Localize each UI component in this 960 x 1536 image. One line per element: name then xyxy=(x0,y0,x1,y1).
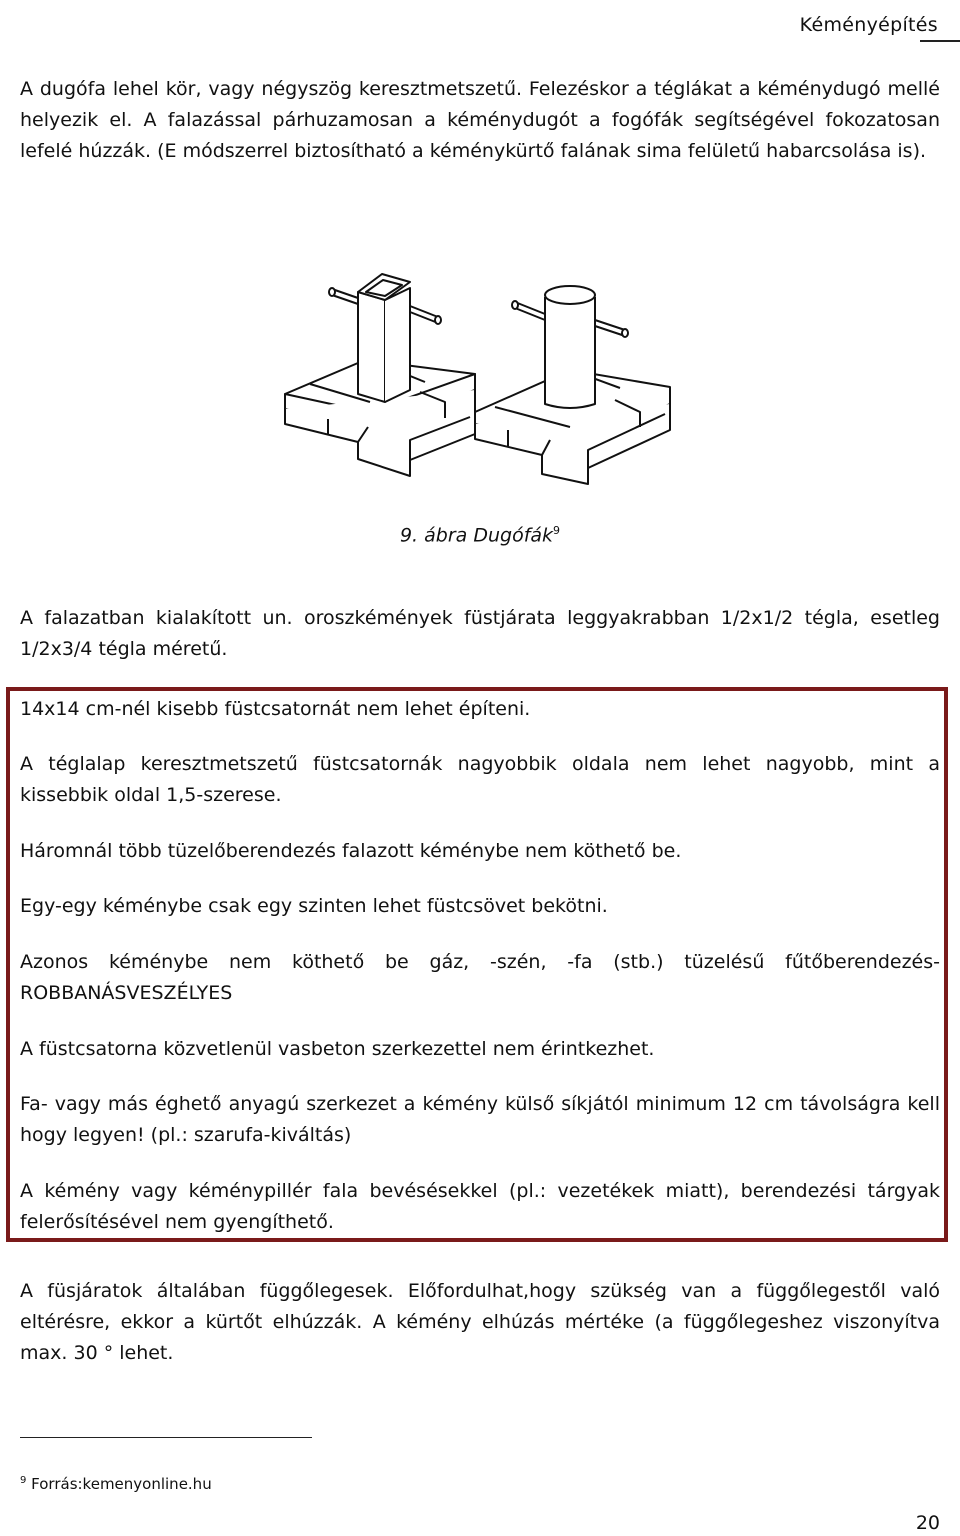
rule-item: Egy-egy kéménybe csak egy szinten lehet füstcsövet bekötni. xyxy=(20,895,608,917)
rule-item: Azonos kéménybe nem köthető be gáz, -szén, -fa (stb.) tüzelésű fűtőberendezés- ROBBANÁSVESZÉLYES xyxy=(20,951,940,1004)
rule-item: Fa- vagy más éghető anyagú szerkezet a kémény külső síkjától minimum 12 cm távolságra kell hogy legyen! (pl.: szarufa-kiváltás) xyxy=(20,1093,940,1146)
rule-item: A kémény vagy kéménypillér fala bevésésekkel (pl.: vezetékek miatt), berendezési tárgyak felerősítésével nem gyengíthető. xyxy=(20,1180,940,1233)
rule-item: A füstcsatorna közvetlenül vasbeton szerkezettel nem érintkezhet. xyxy=(20,1038,655,1060)
footnote-reference: 9 xyxy=(553,524,561,537)
page-number: 20 xyxy=(915,1512,940,1534)
footnote xyxy=(20,1475,212,1493)
footnote-text: Forrás:kemenyonline.hu xyxy=(31,1475,212,1493)
vertical-flue-paragraph: A füsjáratok általában függőlegesek. Előfordulhat,hogy szükség van a függőlegestől való eltérésre, ekkor a kürtőt elhúzzák. A kémény elhúzás mértéke (a függőlegeshez viszonyítva max. 30 ° lehet. xyxy=(20,1280,940,1364)
footnote-number: 9 xyxy=(20,1475,27,1486)
chimney-plug-illustration xyxy=(270,262,690,512)
header-rule xyxy=(920,40,960,42)
rule-item: Háromnál több tüzelőberendezés falazott kéménybe nem köthető be. xyxy=(20,840,682,862)
intro-paragraph: A dugófa lehel kör, vagy négyszög keresztmetszetű. Felezéskor a téglákat a kéménydugó mellé helyezik el. A falazással párhuzamosan a kéménydugót a fogófák segítségével fokozatosan lefelé húzzák. (E módszerrel biztosítható a kéménykürtő falának sima felületű habarcsolása is). xyxy=(20,78,940,162)
rule-item: 14x14 cm-nél kisebb füstcsatornát nem lehet építeni. xyxy=(20,698,531,720)
page-header-title: Kéményépítés xyxy=(799,14,938,36)
rule-item: A téglalap keresztmetszetű füstcsatornák nagyobbik oldala nem lehet nagyobb, mint a kissebbik oldal 1,5-szerese. xyxy=(20,753,940,806)
figure-caption: 9. ábra Dugófák$^9$ xyxy=(399,524,561,547)
round-plug-drawing xyxy=(475,286,670,484)
flue-size-paragraph: A falazatban kialakított un. oroszkémények füstjárata leggyakrabban 1/2x1/2 tégla, esetleg 1/2x3/4 tégla méretű. xyxy=(20,607,940,660)
footnote-rule xyxy=(20,1437,312,1438)
figure-chimney-plugs xyxy=(270,262,690,512)
square-plug-drawing xyxy=(285,274,475,476)
